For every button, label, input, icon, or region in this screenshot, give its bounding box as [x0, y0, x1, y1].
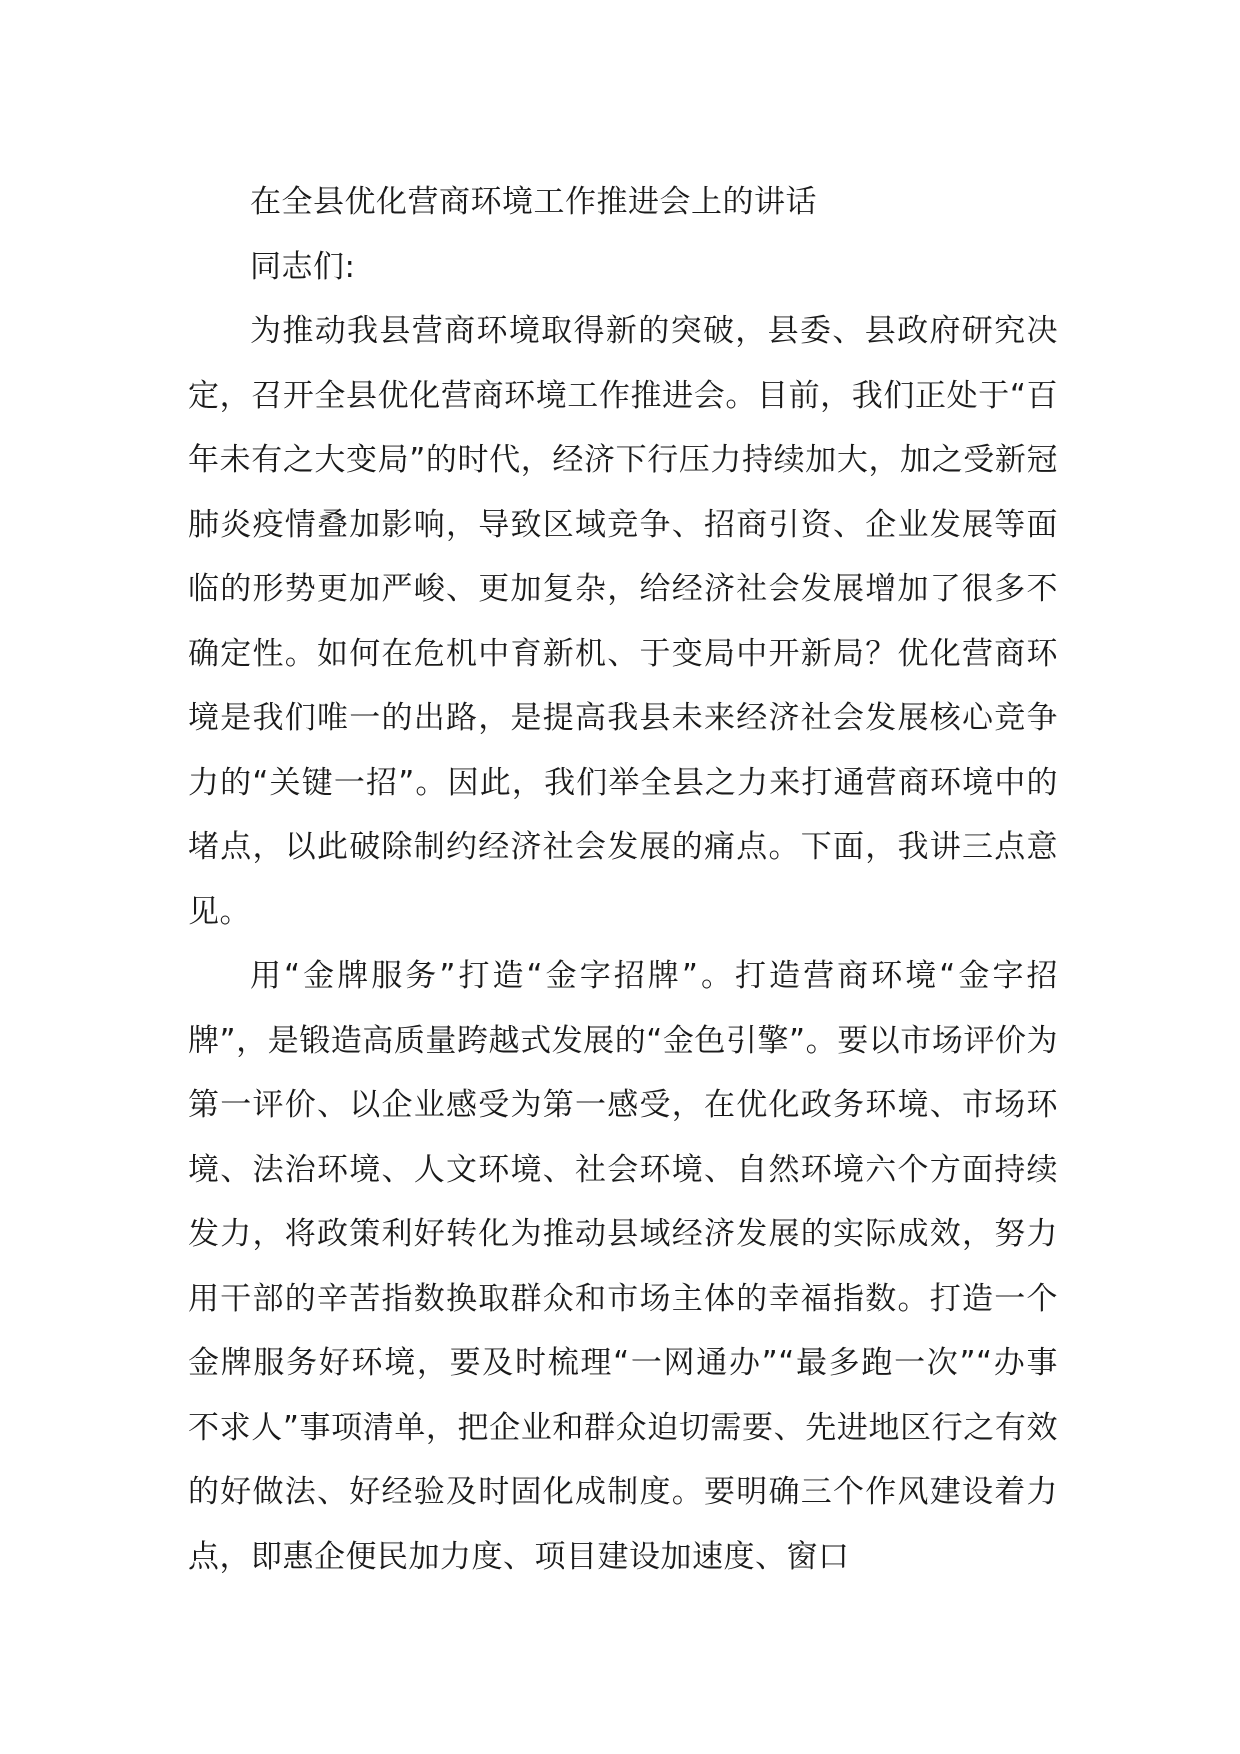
- paragraph-intro: 为推动我县营商环境取得新的突破，县委、县政府研究决定，召开全县优化营商环境工作推进会。目前，我们正处于“百年未有之大变局”的时代，经济下行压力持续加大，加之受新冠肺炎疫情叠加影响，导致区域竞争、招商引资、企业发展等面临的形势更加严峻、更加复杂，给经济社会发展增加了很多不确定性。如何在危机中育新机、于变局中开新局？优化营商环境是我们唯一的出路，是提高我县未来经济社会发展核心竞争力的“关键一招”。因此，我们举全县之力来打通营商环境中的堵点，以此破除制约经济社会发展的痛点。下面，我讲三点意见。: [188, 313, 1058, 930]
- paragraph-gold-service: 用“金牌服务”打造“金字招牌”。打造营商环境“金字招牌”，是锻造高质量跨越式发展的“金色引擎”。要以市场评价为第一评价、以企业感受为第一感受，在优化政务环境、市场环境、法治环境、人文环境、社会环境、自然环境六个方面持续发力，将政策利好转化为推动县域经济发展的实际成效，努力用干部的辛苦指数换取群众和市场主体的幸福指数。打造一个金牌服务好环境，要及时梳理“一网通办”“最多跑一次”“办事不求人”事项清单，把企业和群众迫切需要、先进地区行之有效的好做法、好经验及时固化成制度。要明确三个作风建设着力点，即惠企便民加力度、项目建设加速度、窗口: [188, 958, 1058, 1575]
- document-title: 在全县优化营商环境工作推进会上的讲话: [250, 184, 817, 220]
- document-body: [188, 170, 1058, 1589]
- salutation: 同志们:: [250, 248, 356, 285]
